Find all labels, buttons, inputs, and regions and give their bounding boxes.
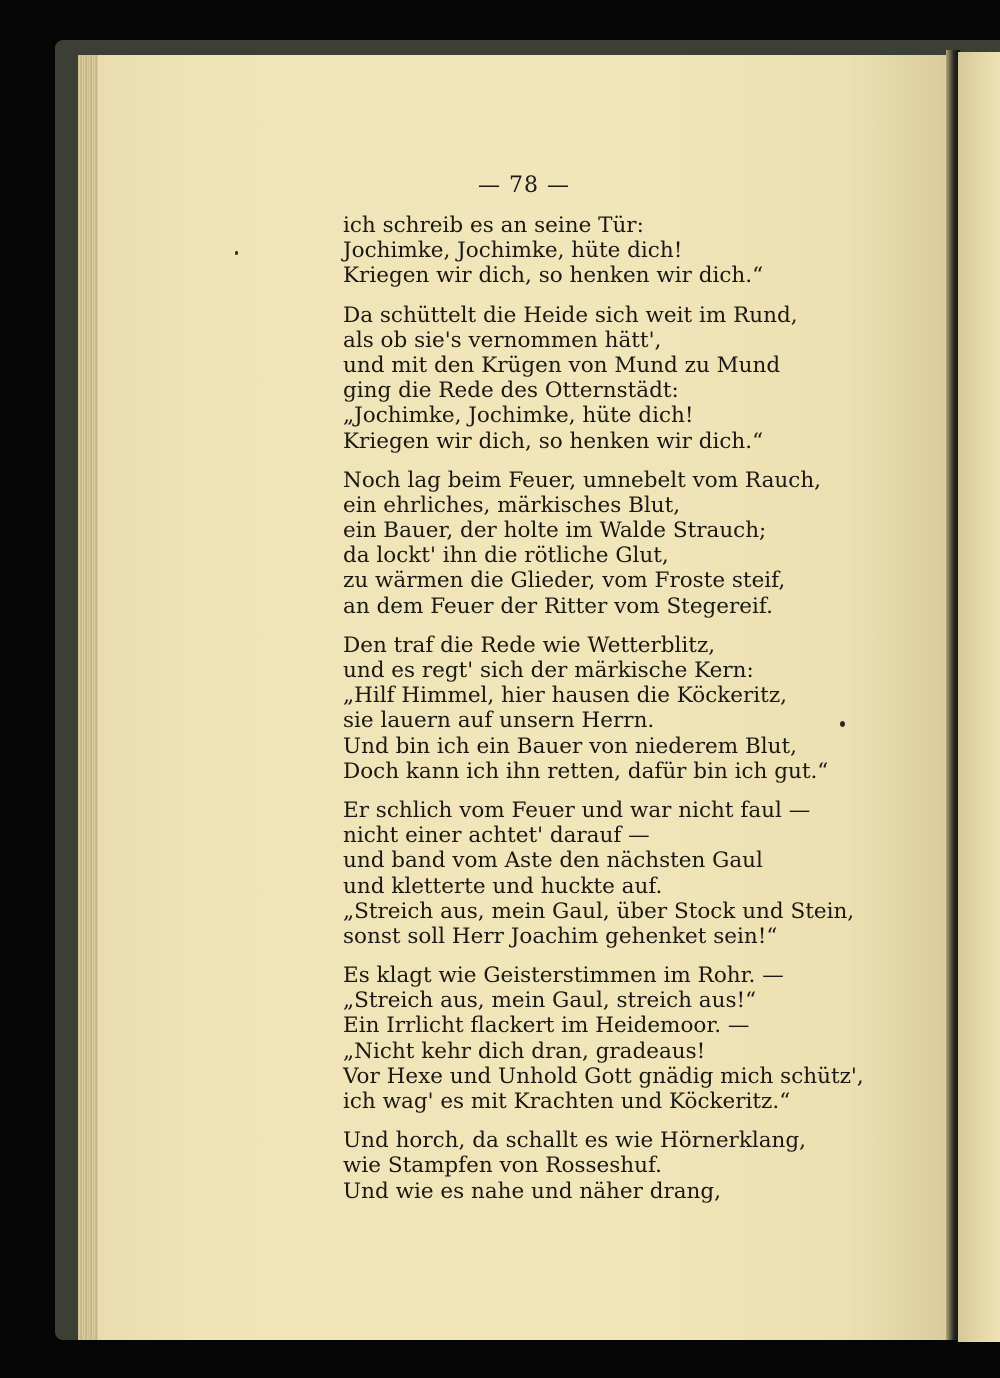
poem-line: „Hilf Himmel, hier hausen die Köckeritz,	[343, 683, 787, 709]
poem-line: und kletterte und huckte auf.	[343, 873, 663, 899]
stanza	[343, 963, 943, 1114]
poem-text	[343, 213, 943, 1218]
poem-line: sie lauern auf unsern Herrn.	[343, 708, 655, 734]
poem-line: ein Bauer, der holte im Walde Strauch;	[343, 518, 767, 544]
poem-line: Kriegen wir dich, so henken wir dich.“	[343, 428, 764, 454]
poem-line: Und bin ich ein Bauer von niederem Blut,	[343, 733, 797, 759]
poem-line: Er schlich vom Feuer und war nicht faul —	[343, 797, 811, 823]
poem-line: zu wärmen die Glieder, vom Froste steif,	[343, 568, 786, 594]
stanza	[343, 303, 943, 454]
poem-line: und band vom Aste den nächsten Gaul	[343, 848, 763, 874]
facing-page-edge	[958, 52, 1000, 1342]
poem-line: Jochimke, Jochimke, hüte dich!	[343, 238, 683, 264]
poem-line: ging die Rede des Otternstädt:	[343, 378, 679, 404]
poem-line: „Streich aus, mein Gaul, streich aus!“	[343, 988, 757, 1014]
poem-line: Und horch, da schallt es wie Hörnerklang,	[343, 1128, 806, 1154]
poem-line: „Nicht kehr dich dran, gradeaus!	[343, 1038, 706, 1064]
poem-line: Vor Hexe und Unhold Gott gnädig mich schütz',	[343, 1063, 864, 1089]
poem-line: ein ehrliches, märkisches Blut,	[343, 492, 681, 518]
poem-line: ich schreib es an seine Tür:	[343, 213, 644, 238]
stanza	[343, 633, 943, 784]
stanza	[343, 468, 943, 619]
poem-line: „Streich aus, mein Gaul, über Stock und Stein,	[343, 898, 855, 924]
book-page	[98, 55, 950, 1340]
poem-line: sonst soll Herr Joachim gehenket sein!“	[343, 923, 778, 949]
page-number: — 78 —	[478, 173, 570, 198]
poem-line: wie Stampfen von Rosseshuf.	[343, 1153, 662, 1179]
poem-line: Noch lag beim Feuer, umnebelt vom Rauch,	[343, 467, 821, 493]
poem-line: da lockt' ihn die rötliche Glut,	[343, 543, 669, 569]
stanza	[343, 1128, 943, 1204]
poem-line: Und wie es nahe und näher drang,	[343, 1178, 722, 1204]
poem-line: „Jochimke, Jochimke, hüte dich!	[343, 403, 694, 429]
poem-line: ich wag' es mit Krachten und Köckeritz.“	[343, 1089, 791, 1114]
poem-line: Ein Irrlicht flackert im Heidemoor. —	[343, 1013, 750, 1039]
ink-speck	[235, 251, 238, 255]
poem-line: Da schüttelt die Heide sich weit im Rund,	[343, 302, 798, 328]
stanza	[343, 213, 943, 289]
poem-line: nicht einer achtet' darauf —	[343, 823, 650, 849]
poem-line: und es regt' sich der märkische Kern:	[343, 658, 754, 683]
poem-line: und mit den Krügen von Mund zu Mund	[343, 352, 781, 378]
poem-line: Es klagt wie Geisterstimmen im Rohr. —	[343, 963, 784, 989]
poem-line: als ob sie's vernommen hätt',	[343, 327, 662, 353]
poem-line: Doch kann ich ihn retten, dafür bin ich gut.“	[343, 758, 829, 784]
stanza	[343, 798, 943, 949]
poem-line: Den traf die Rede wie Wetterblitz,	[343, 632, 716, 658]
poem-line: an dem Feuer der Ritter vom Stegereif.	[343, 593, 773, 619]
poem-line: Kriegen wir dich, so henken wir dich.“	[343, 263, 764, 289]
